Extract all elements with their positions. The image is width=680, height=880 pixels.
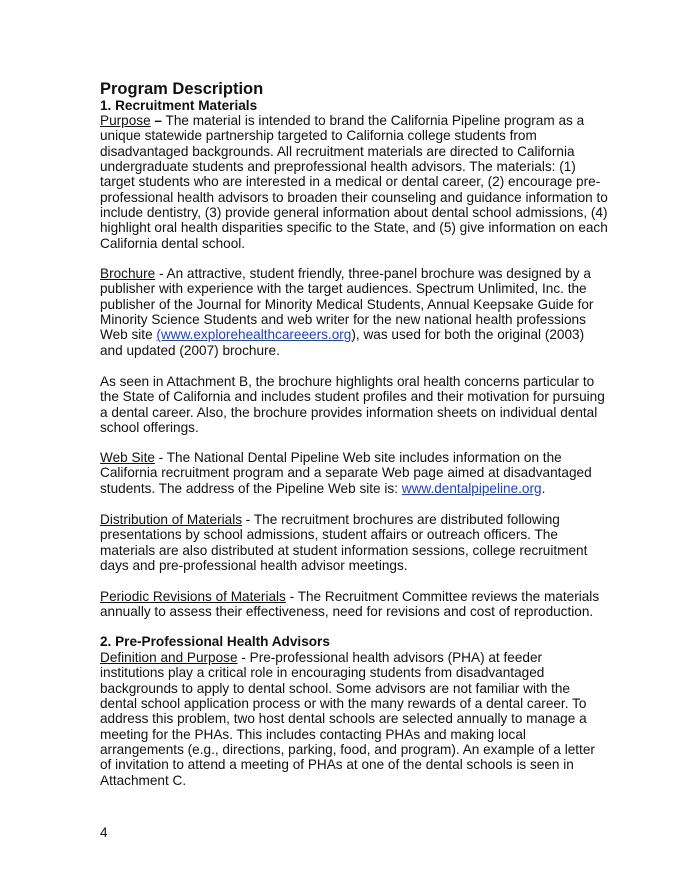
paragraph-revisions (100, 589, 620, 620)
text-segment: Minority Science Students and web writer for the new national health professions (100, 312, 586, 328)
text-segment: meeting for the PHAs. This includes contacting PHAs and making local (100, 726, 526, 742)
text-segment: undergraduate students and preprofessional health advisors. The materials: (1) (100, 159, 576, 175)
text-segment: - An attractive, student friendly, three-panel brochure was designed by a (155, 266, 591, 281)
text-segment: ), was used for both the original (2003) (351, 327, 585, 343)
text-segment: annually to assess their effectiveness, need for revisions and cost of reproduction. (100, 604, 594, 620)
text-line (100, 727, 620, 742)
text-line (100, 465, 620, 480)
text-segment: presentations by school admissions, student affairs or outreach officers. The (100, 527, 558, 543)
dash: – (154, 113, 162, 128)
text-line (100, 527, 620, 542)
paragraph-definition (100, 650, 620, 788)
text-line (100, 481, 620, 496)
text-line (100, 665, 620, 680)
text-segment: professional health advisors to broaden their counseling and guidance information to (100, 189, 608, 205)
text-segment: As seen in Attachment B, the brochure highlights oral health concerns particular to (100, 374, 595, 389)
underlined-lead-term: Web Site (100, 450, 155, 465)
text-line (100, 543, 620, 558)
hyperlink[interactable]: (www.explorehealthcareeers.org (156, 327, 352, 343)
text-line (100, 236, 620, 251)
text-segment: California dental school. (100, 235, 246, 251)
text-segment: backgrounds to apply to dental school. Some advisors are not familiar with the (100, 680, 570, 696)
text-segment: days and pre-professional health advisor meetings. (100, 558, 408, 574)
text-segment: - Pre-professional health advisors (PHA) at feeder (237, 650, 543, 665)
paragraph-attachment-b (100, 374, 620, 435)
underlined-lead-term: Purpose (100, 113, 151, 128)
text-line (100, 650, 620, 665)
text-segment: include dentistry, (3) provide general information about dental school admissions, (4) (100, 205, 608, 221)
text-line (100, 681, 620, 696)
text-line (100, 450, 620, 465)
text-line (100, 742, 620, 757)
text-line (100, 281, 620, 296)
text-line (100, 220, 620, 235)
text-segment: publisher of the Journal for Minority Medical Students, Annual Keepsake Guide for (100, 296, 594, 312)
text-line (100, 205, 620, 220)
text-line (100, 757, 620, 772)
page-number: 4 (100, 825, 108, 840)
text-line (100, 405, 620, 420)
text-line (100, 128, 620, 143)
text-line (100, 327, 620, 342)
text-segment: publisher with experience with the target audiences. Spectrum Unlimited, Inc. the (100, 281, 587, 297)
page-title: Program Description (100, 80, 264, 98)
text-segment: of invitation to attend a meeting of PHAs at one of the dental schools is seen in (100, 757, 574, 773)
text-segment: highlight oral health disparities specific to the State, and (5) give information on each (100, 220, 608, 236)
text-line (100, 266, 620, 281)
text-line (100, 174, 620, 189)
text-segment: - The National Dental Pipeline Web site includes information on the (154, 450, 562, 465)
section-heading-pre-professional-advisors: 2. Pre-Professional Health Advisors (100, 634, 330, 649)
text-segment: materials are also distributed at student information sessions, college recruitment (100, 542, 588, 558)
text-segment: The material is intended to brand the California Pipeline program as a (161, 113, 585, 128)
text-segment: California recruitment program and a separate Web page aimed at disadvantaged (100, 465, 592, 481)
text-line (100, 558, 620, 573)
text-segment: arrangements (e.g., directions, parking, food, and program). An example of a letter (100, 742, 595, 758)
text-segment: a dental career. Also, the brochure provides information sheets on individual dental (100, 404, 598, 420)
paragraph-web-site (100, 450, 620, 496)
underlined-lead-term: Brochure (100, 266, 156, 281)
hyperlink[interactable]: www.dentalpipeline.org (401, 480, 542, 496)
text-line (100, 343, 620, 358)
text-line (100, 420, 620, 435)
text-line (100, 297, 620, 312)
text-line (100, 190, 620, 205)
underlined-lead-term: Definition and Purpose (100, 650, 238, 665)
text-line (100, 604, 620, 619)
text-segment: - The recruitment brochures are distributed following (242, 512, 560, 527)
text-segment: students. The address of the Pipeline Web site is: (100, 480, 402, 496)
text-segment: disadvantaged backgrounds. All recruitment materials are directed to California (100, 143, 575, 159)
text-segment: unique statewide partnership targeted to California college students from (100, 128, 537, 144)
paragraph-distribution (100, 512, 620, 573)
text-line (100, 144, 620, 159)
text-segment: . (541, 480, 546, 496)
text-segment: - The Recruitment Committee reviews the materials (285, 589, 600, 604)
text-line (100, 696, 620, 711)
text-line (100, 113, 620, 128)
text-segment: school offerings. (100, 420, 199, 436)
text-segment: institutions play a critical role in encouraging students from disadvantaged (100, 665, 545, 681)
section-heading-recruitment-materials: 1. Recruitment Materials (100, 98, 258, 113)
text-line (100, 159, 620, 174)
text-segment: Attachment C. (100, 772, 187, 788)
text-line (100, 773, 620, 788)
text-line (100, 711, 620, 726)
text-segment: the State of California and includes student profiles and their motivation for pursuing (100, 389, 605, 405)
text-line (100, 389, 620, 404)
text-segment: target students who are interested in a medical or dental career, (2) encourage pre- (100, 174, 601, 190)
text-segment: dental school application process or with the many rewards of a dental career. To (100, 696, 587, 712)
text-line (100, 589, 620, 604)
text-line (100, 312, 620, 327)
paragraph-brochure (100, 266, 620, 358)
paragraph-purpose (100, 113, 620, 251)
text-segment: Web site (100, 327, 157, 343)
text-segment: address this problem, two host dental schools are selected annually to manage a (100, 711, 587, 727)
text-line (100, 374, 620, 389)
underlined-lead-term: Periodic Revisions of Materials (100, 589, 286, 604)
text-segment: and updated (2007) brochure. (100, 342, 280, 358)
text-line (100, 512, 620, 527)
underlined-lead-term: Distribution of Materials (100, 512, 243, 527)
